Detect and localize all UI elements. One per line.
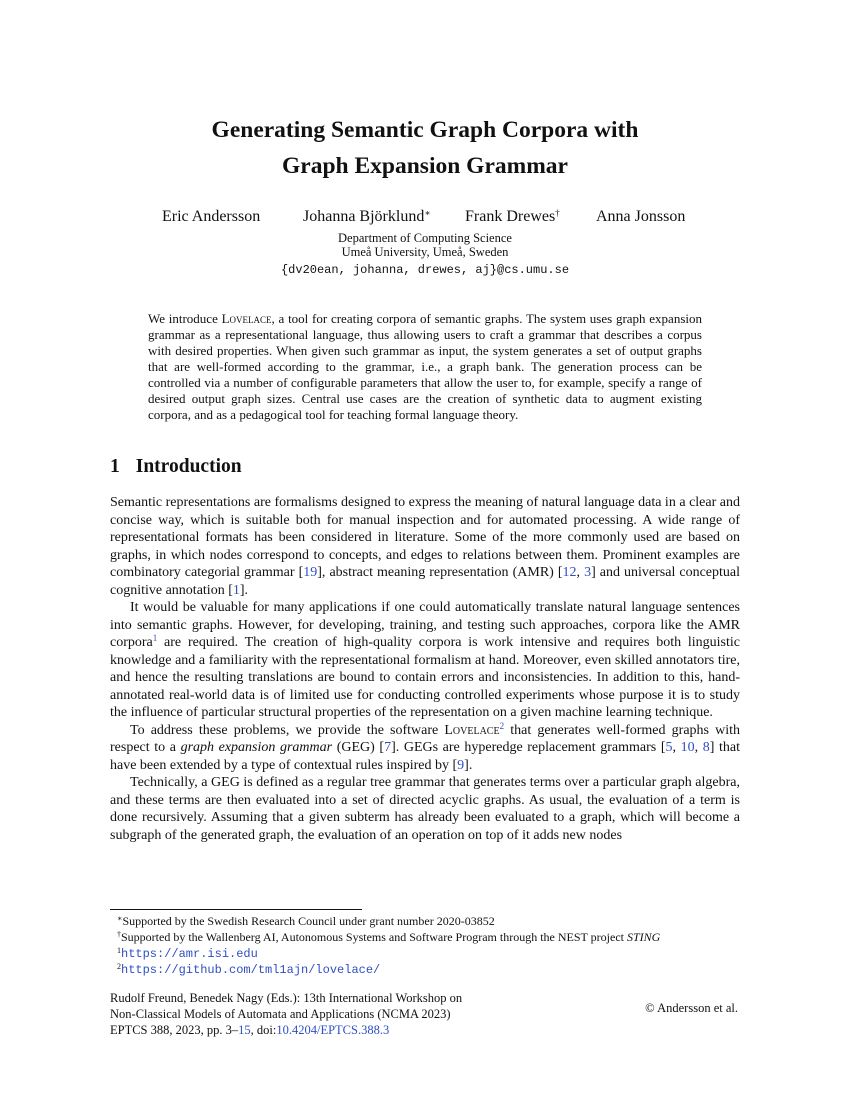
affiliation-university: Umeå University, Umeå, Sweden bbox=[341, 245, 509, 259]
citation-9[interactable]: 9 bbox=[457, 757, 465, 773]
paper-title-line-2: Graph Expansion Grammar bbox=[282, 153, 568, 179]
footnote-2: †Supported by the Wallenberg AI, Autonomous Systems and Software Program through the NEST project STING bbox=[117, 930, 661, 944]
footnote-link-github[interactable]: https://github.com/tml1ajn/lovelace/ bbox=[121, 963, 381, 977]
citation-8[interactable]: 8 bbox=[702, 740, 710, 755]
tool-name: Lovelace bbox=[221, 311, 272, 326]
paper-title-line-1: Generating Semantic Graph Corpora with bbox=[211, 117, 639, 143]
body-text bbox=[110, 494, 740, 844]
section-heading bbox=[110, 456, 242, 478]
paragraph-4: Technically, a GEG is defined as a regular tree grammar that generates terms over a particular graph algebra, and these terms are then evaluated into a set of directed acyclic graphs. As usual, the evaluation of a term is done recursively. Assuming that a given subterm has already been evaluated to a graph, which will become a subgraph of the generated graph, the evaluation of an operation on top of it adds new nodes bbox=[110, 775, 740, 843]
footnote-3: $^1$https://amr.isi.edu bbox=[117, 946, 258, 961]
citation-10[interactable]: 10 bbox=[680, 740, 695, 755]
footnote-link-amr[interactable]: https://amr.isi.edu bbox=[121, 947, 258, 961]
footnote-1: ∗Supported by the Swedish Research Council under grant number 2020-03852 bbox=[117, 914, 495, 928]
author-1: Eric Andersson bbox=[162, 208, 261, 225]
tool-name: Lovelace bbox=[444, 722, 500, 738]
footnote-ref-2[interactable]: 2 bbox=[499, 720, 505, 731]
copyright: © Andersson et al. bbox=[645, 1001, 738, 1015]
venue-line-3: EPTCS 388, 2023, pp. 3–15, doi:10.4204/EPTCS.388.3 bbox=[110, 1023, 390, 1037]
footnote-ref-1[interactable]: 1 bbox=[152, 633, 158, 643]
author-emails: {dv20ean, johanna, drewes, aj}@cs.umu.se bbox=[280, 263, 570, 277]
author-2: Johanna Björklund∗ bbox=[303, 208, 431, 225]
citation-19[interactable]: 19 bbox=[303, 565, 318, 580]
footnote-4: $^2$https://github.com/tml1ajn/lovelace/ bbox=[117, 962, 381, 977]
citation-5[interactable]: 5 bbox=[665, 740, 673, 755]
citation-7[interactable]: 7 bbox=[384, 740, 392, 755]
venue-line-1: Rudolf Freund, Benedek Nagy (Eds.): 13th International Workshop on bbox=[110, 991, 463, 1005]
paragraph-3: To address these problems, we provide the software Lovelace$^2$ that generates well-formed graphs with respect to a graph expansion grammar (GEG) [7]. GEGs are hyperedge replacement grammars [5, 10, 8] that have been extended by a type of contextual rules inspired by [9]. bbox=[110, 720, 741, 773]
author-3: Frank Drewes† bbox=[465, 208, 560, 225]
author-4: Anna Jonsson bbox=[596, 208, 686, 225]
venue-line-2: Non-Classical Models of Automata and Applications (NCMA 2023) bbox=[110, 1007, 451, 1021]
citation-12[interactable]: 12 bbox=[562, 565, 577, 580]
section-number: 1 bbox=[110, 456, 120, 477]
section-title: Introduction bbox=[135, 456, 242, 477]
footnote-divider bbox=[110, 909, 362, 910]
citation-1[interactable]: 1 bbox=[232, 582, 240, 598]
paragraph-1: Semantic representations are formalisms designed to express the meaning of natural language data in a clear and concise way, which is suitable both for manual inspection and for automated processing. A wide range of representational formats has been considered in literature. Some of the more commonly used are based on graphs, in which nodes correspond to concepts, and edges to relations between them. Prominent examples are combinatory categorial grammar [19], abstract meaning representation (AMR) [12, 3] and universal conceptual cognitive annotation [1]. bbox=[110, 495, 741, 598]
citation-3[interactable]: 3 bbox=[584, 565, 592, 580]
paragraph-2: It would be valuable for many applications if one could automatically translate natural language sentences into semantic graphs. However, for developing, training, and testing such approaches, corpora like the AMR corpora$^1$ are required. The creation of high-quality corpora is work intensive and requires both linguistic knowledge and a familiarity with the representational formalism at hand. Moreover, even skilled annotators tire, and hence the resulting translations are bound to contain errors and inconsistencies. In addition to this, hand-annotated real-world data is of limited use for conducting controlled experiments whose purpose it is to study the influence of particular structural properties of the representation on a given machine learning technique. bbox=[110, 600, 740, 720]
doi-link[interactable]: 10.4204/EPTCS.388.3 bbox=[276, 1023, 390, 1037]
last-page-link[interactable]: 15 bbox=[238, 1023, 251, 1037]
affiliation-department: Department of Computing Science bbox=[338, 231, 512, 245]
abstract: We introduce Lovelace, a tool for creating corpora of semantic graphs. The system uses graph expansion grammar as a representational language, thus allowing users to craft a grammar that describes a corpus with desired properties. When given such grammar as input, the system generates a set of output graphs that are well-formed according to the grammar, i.e., a graph bank. The generation process can be controlled via a number of configurable parameters that allow the user to, for example, specify a range of desired output graph sizes. Central use cases are the creation of synthetic data to augment existing corpora, and as a pedagogical tool for teaching formal language theory. bbox=[148, 311, 703, 422]
